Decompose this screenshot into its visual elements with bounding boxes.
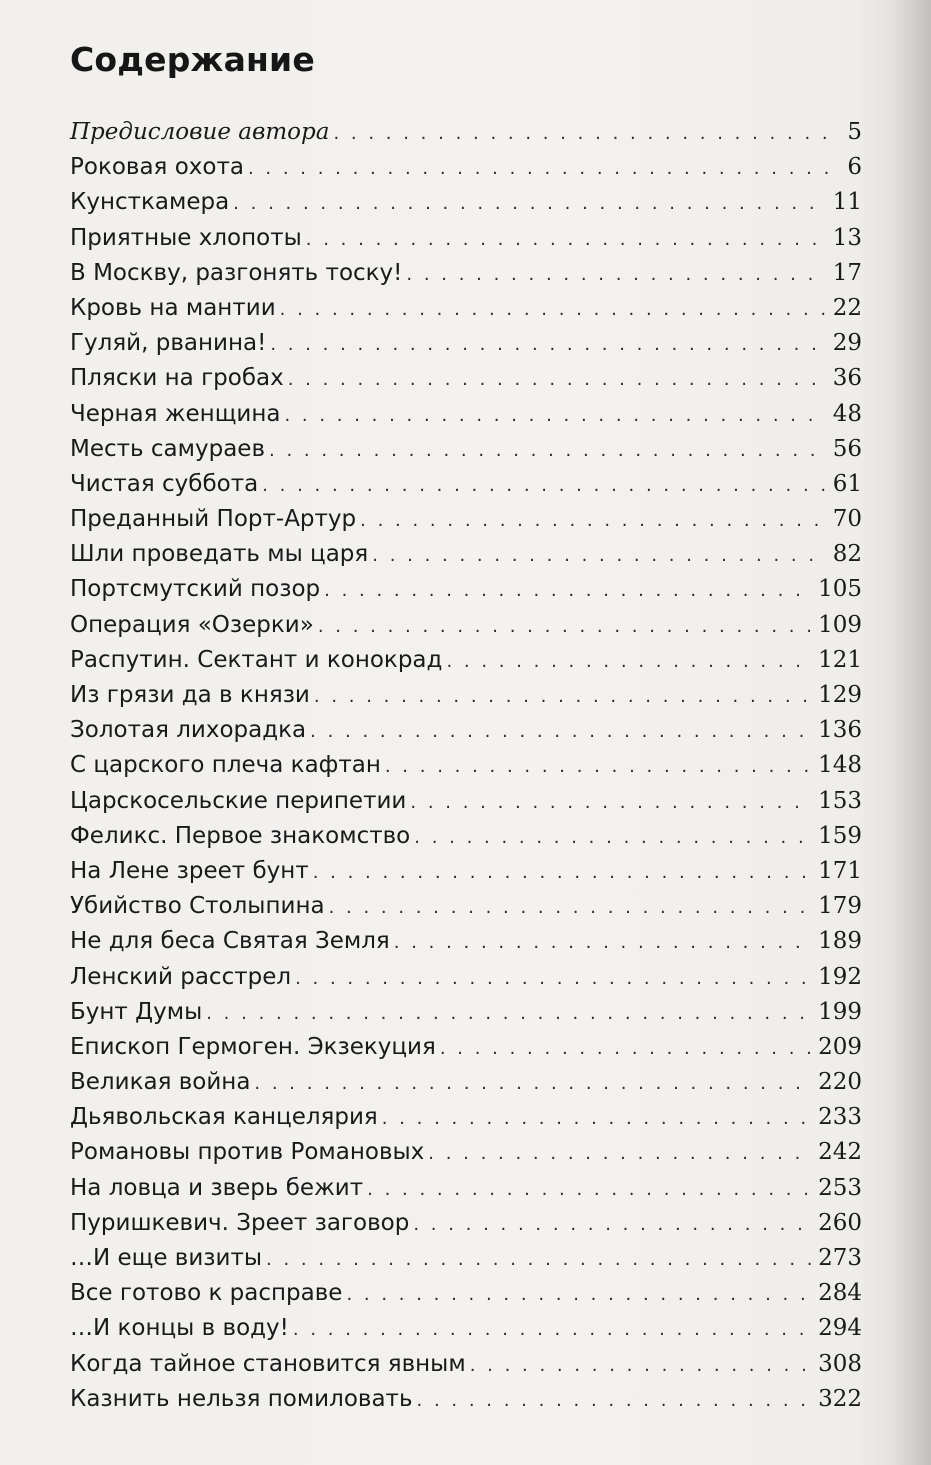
toc-entry-title: На ловца и зверь бежит bbox=[70, 1174, 364, 1201]
toc-entry-page-number: 36 bbox=[832, 365, 862, 392]
toc-dot-leader bbox=[413, 1207, 812, 1242]
toc-entry-title: …И еще визиты bbox=[70, 1245, 263, 1271]
toc-entry-page-number: 48 bbox=[832, 400, 862, 427]
toc-entry bbox=[70, 467, 862, 502]
toc-entry-title: Царскосельские перипетии bbox=[70, 787, 407, 814]
toc-entry-title: Шли проведать мы царя bbox=[70, 541, 369, 568]
table-of-contents bbox=[70, 115, 862, 1417]
toc-entry-title: В Москву, разгонять тоску! bbox=[70, 259, 403, 286]
toc-dot-leader bbox=[410, 785, 812, 820]
toc-dot-leader bbox=[329, 890, 813, 925]
toc-entry-title: Черная женщина bbox=[70, 400, 281, 427]
toc-entry bbox=[70, 1276, 862, 1311]
toc-dot-leader bbox=[306, 222, 827, 257]
toc-entry bbox=[70, 150, 862, 185]
toc-entry-page-number: 192 bbox=[818, 963, 862, 990]
toc-dot-leader bbox=[394, 925, 812, 960]
toc-entry bbox=[70, 784, 862, 819]
toc-dot-leader bbox=[313, 855, 812, 890]
toc-entry bbox=[70, 326, 862, 361]
toc-entry bbox=[70, 608, 862, 643]
toc-entry-page-number: 61 bbox=[832, 470, 862, 497]
toc-entry-title: Кровь на мантии bbox=[70, 294, 276, 321]
toc-entry bbox=[70, 397, 862, 432]
toc-dot-leader bbox=[248, 151, 841, 186]
toc-entry-title: С царского плеча кафтан bbox=[70, 752, 381, 779]
toc-entry-title: Когда тайное становится явным bbox=[70, 1350, 466, 1377]
page-gutter-shadow bbox=[891, 0, 931, 1465]
toc-entry-page-number: 6 bbox=[847, 154, 862, 181]
toc-entry-title: Месть самураев bbox=[70, 435, 266, 462]
toc-entry bbox=[70, 713, 862, 748]
toc-entry bbox=[70, 291, 862, 326]
toc-entry bbox=[70, 924, 862, 959]
toc-entry-page-number: 82 bbox=[832, 541, 862, 568]
toc-entry-page-number: 121 bbox=[818, 646, 862, 673]
toc-entry-page-number: 70 bbox=[832, 506, 862, 533]
toc-entry-page-number: 179 bbox=[818, 893, 862, 920]
toc-entry bbox=[70, 1206, 862, 1241]
toc-entry-page-number: 29 bbox=[832, 330, 862, 357]
toc-entry-page-number: 242 bbox=[818, 1139, 862, 1166]
toc-dot-leader bbox=[417, 1383, 813, 1418]
toc-entry bbox=[70, 889, 862, 924]
toc-entry bbox=[70, 572, 862, 607]
toc-dot-leader bbox=[360, 503, 827, 538]
toc-entry-page-number: 5 bbox=[847, 119, 862, 145]
toc-entry-title: Великая война bbox=[70, 1069, 251, 1096]
toc-entry-page-number: 199 bbox=[818, 998, 862, 1025]
toc-entry-title: Распутин. Сектант и конокрад bbox=[70, 646, 443, 673]
toc-entry bbox=[70, 221, 862, 256]
toc-entry-title: Феликс. Первое знакомство bbox=[70, 822, 411, 849]
toc-entry-title: Дьявольская канцелярия bbox=[70, 1104, 378, 1131]
toc-entry bbox=[70, 1030, 862, 1065]
toc-dot-leader bbox=[414, 820, 812, 855]
toc-entry bbox=[70, 678, 862, 713]
toc-entry-title: Из грязи да в князи bbox=[70, 682, 310, 708]
toc-dot-leader bbox=[385, 749, 812, 784]
toc-entry-title: Приятные хлопоты bbox=[70, 224, 302, 251]
toc-entry-title: Убийство Столыпина bbox=[70, 893, 325, 920]
toc-entry bbox=[70, 819, 862, 854]
toc-entry-page-number: 129 bbox=[818, 682, 862, 708]
toc-entry bbox=[70, 502, 862, 537]
toc-entry-page-number: 11 bbox=[832, 189, 862, 216]
toc-dot-leader bbox=[428, 1136, 812, 1171]
toc-entry-page-number: 17 bbox=[832, 259, 862, 286]
toc-entry bbox=[70, 748, 862, 783]
toc-entry-page-number: 209 bbox=[818, 1033, 862, 1060]
toc-entry-title: Бунт Думы bbox=[70, 998, 203, 1025]
toc-entry-title: …И концы в воду! bbox=[70, 1315, 289, 1342]
toc-entry-title: На Лене зреет бунт bbox=[70, 857, 309, 884]
toc-entry-title: Гуляй, рванина! bbox=[70, 330, 267, 357]
toc-dot-leader bbox=[288, 362, 827, 397]
toc-entry-page-number: 273 bbox=[818, 1245, 862, 1271]
toc-entry-title: Операция «Озерки» bbox=[70, 611, 314, 638]
toc-dot-leader bbox=[470, 1348, 812, 1383]
toc-entry-title: Роковая охота bbox=[70, 154, 244, 181]
toc-dot-leader bbox=[293, 1312, 812, 1347]
toc-entry-title: Портсмутский позор bbox=[70, 576, 321, 603]
toc-dot-leader bbox=[284, 398, 826, 433]
toc-entry-page-number: 189 bbox=[818, 928, 862, 955]
toc-entry-page-number: 284 bbox=[818, 1280, 862, 1307]
toc-entry-title: Преданный Порт-Артур bbox=[70, 506, 357, 533]
toc-entry-page-number: 136 bbox=[818, 717, 862, 744]
toc-entry-title: Казнить нельзя помиловать bbox=[70, 1385, 413, 1412]
toc-entry-page-number: 233 bbox=[818, 1104, 862, 1131]
toc-entry-title: Епископ Гермоген. Экзекуция bbox=[70, 1033, 436, 1060]
toc-entry bbox=[70, 995, 862, 1030]
toc-entry-page-number: 109 bbox=[818, 611, 862, 638]
toc-entry-page-number: 220 bbox=[818, 1069, 862, 1096]
toc-entry bbox=[70, 1347, 862, 1382]
toc-dot-leader bbox=[406, 257, 826, 292]
toc-dot-leader bbox=[318, 609, 812, 644]
toc-dot-leader bbox=[270, 327, 826, 362]
toc-entry bbox=[70, 1135, 862, 1170]
toc-entry-title: Ленский расстрел bbox=[70, 963, 292, 990]
toc-dot-leader bbox=[446, 644, 812, 679]
toc-entry bbox=[70, 1171, 862, 1206]
toc-dot-leader bbox=[295, 961, 812, 996]
toc-entry bbox=[70, 854, 862, 889]
toc-entry-title: Предисловие автора bbox=[70, 119, 330, 145]
toc-entry-title: Золотая лихорадка bbox=[70, 717, 307, 744]
toc-dot-leader bbox=[310, 714, 812, 749]
toc-entry bbox=[70, 537, 862, 572]
toc-entry-title: Не для беса Святая Земля bbox=[70, 928, 390, 955]
toc-entry-page-number: 153 bbox=[818, 787, 862, 814]
toc-entry-page-number: 22 bbox=[832, 294, 862, 321]
toc-dot-leader bbox=[440, 1031, 812, 1066]
toc-entry bbox=[70, 1065, 862, 1100]
toc-entry bbox=[70, 361, 862, 396]
toc-dot-leader bbox=[206, 996, 812, 1031]
toc-entry bbox=[70, 185, 862, 220]
toc-dot-leader bbox=[233, 186, 827, 221]
toc-dot-leader bbox=[254, 1066, 812, 1101]
toc-dot-leader bbox=[262, 468, 827, 503]
toc-entry-title: Все готово к расправе bbox=[70, 1280, 343, 1307]
toc-entry-page-number: 56 bbox=[832, 435, 862, 462]
toc-entry-page-number: 322 bbox=[818, 1385, 862, 1412]
toc-entry-title: Чистая суббота bbox=[70, 470, 259, 497]
toc-entry bbox=[70, 1241, 862, 1276]
toc-entry-page-number: 171 bbox=[818, 857, 862, 884]
page-title: Содержание bbox=[70, 40, 315, 79]
toc-dot-leader bbox=[266, 1242, 812, 1277]
toc-entry-title: Пляски на гробах bbox=[70, 365, 284, 392]
toc-entry-page-number: 308 bbox=[818, 1350, 862, 1377]
toc-entry bbox=[70, 1100, 862, 1135]
toc-entry-page-number: 105 bbox=[818, 576, 862, 603]
toc-dot-leader bbox=[269, 433, 827, 468]
toc-dot-leader bbox=[346, 1277, 812, 1312]
toc-dot-leader bbox=[280, 292, 827, 327]
toc-dot-leader bbox=[382, 1101, 812, 1136]
toc-entry-page-number: 159 bbox=[818, 822, 862, 849]
toc-dot-leader bbox=[367, 1172, 812, 1207]
toc-entry bbox=[70, 432, 862, 467]
toc-entry-page-number: 260 bbox=[818, 1209, 862, 1236]
toc-entry-title: Кунсткамера bbox=[70, 189, 230, 216]
toc-entry bbox=[70, 1311, 862, 1346]
toc-entry bbox=[70, 643, 862, 678]
toc-entry-title: Романовы против Романовых bbox=[70, 1139, 425, 1166]
toc-dot-leader bbox=[372, 538, 826, 573]
toc-entry bbox=[70, 115, 862, 150]
toc-entry bbox=[70, 1382, 862, 1417]
toc-dot-leader bbox=[333, 116, 841, 151]
toc-entry-page-number: 148 bbox=[818, 752, 862, 779]
toc-entry bbox=[70, 256, 862, 291]
toc-entry-title: Пуришкевич. Зреет заговор bbox=[70, 1209, 410, 1236]
toc-entry bbox=[70, 960, 862, 995]
toc-dot-leader bbox=[314, 679, 812, 714]
toc-entry-page-number: 253 bbox=[818, 1174, 862, 1201]
toc-entry-page-number: 13 bbox=[832, 224, 862, 251]
toc-dot-leader bbox=[324, 573, 812, 608]
toc-entry-page-number: 294 bbox=[818, 1315, 862, 1342]
